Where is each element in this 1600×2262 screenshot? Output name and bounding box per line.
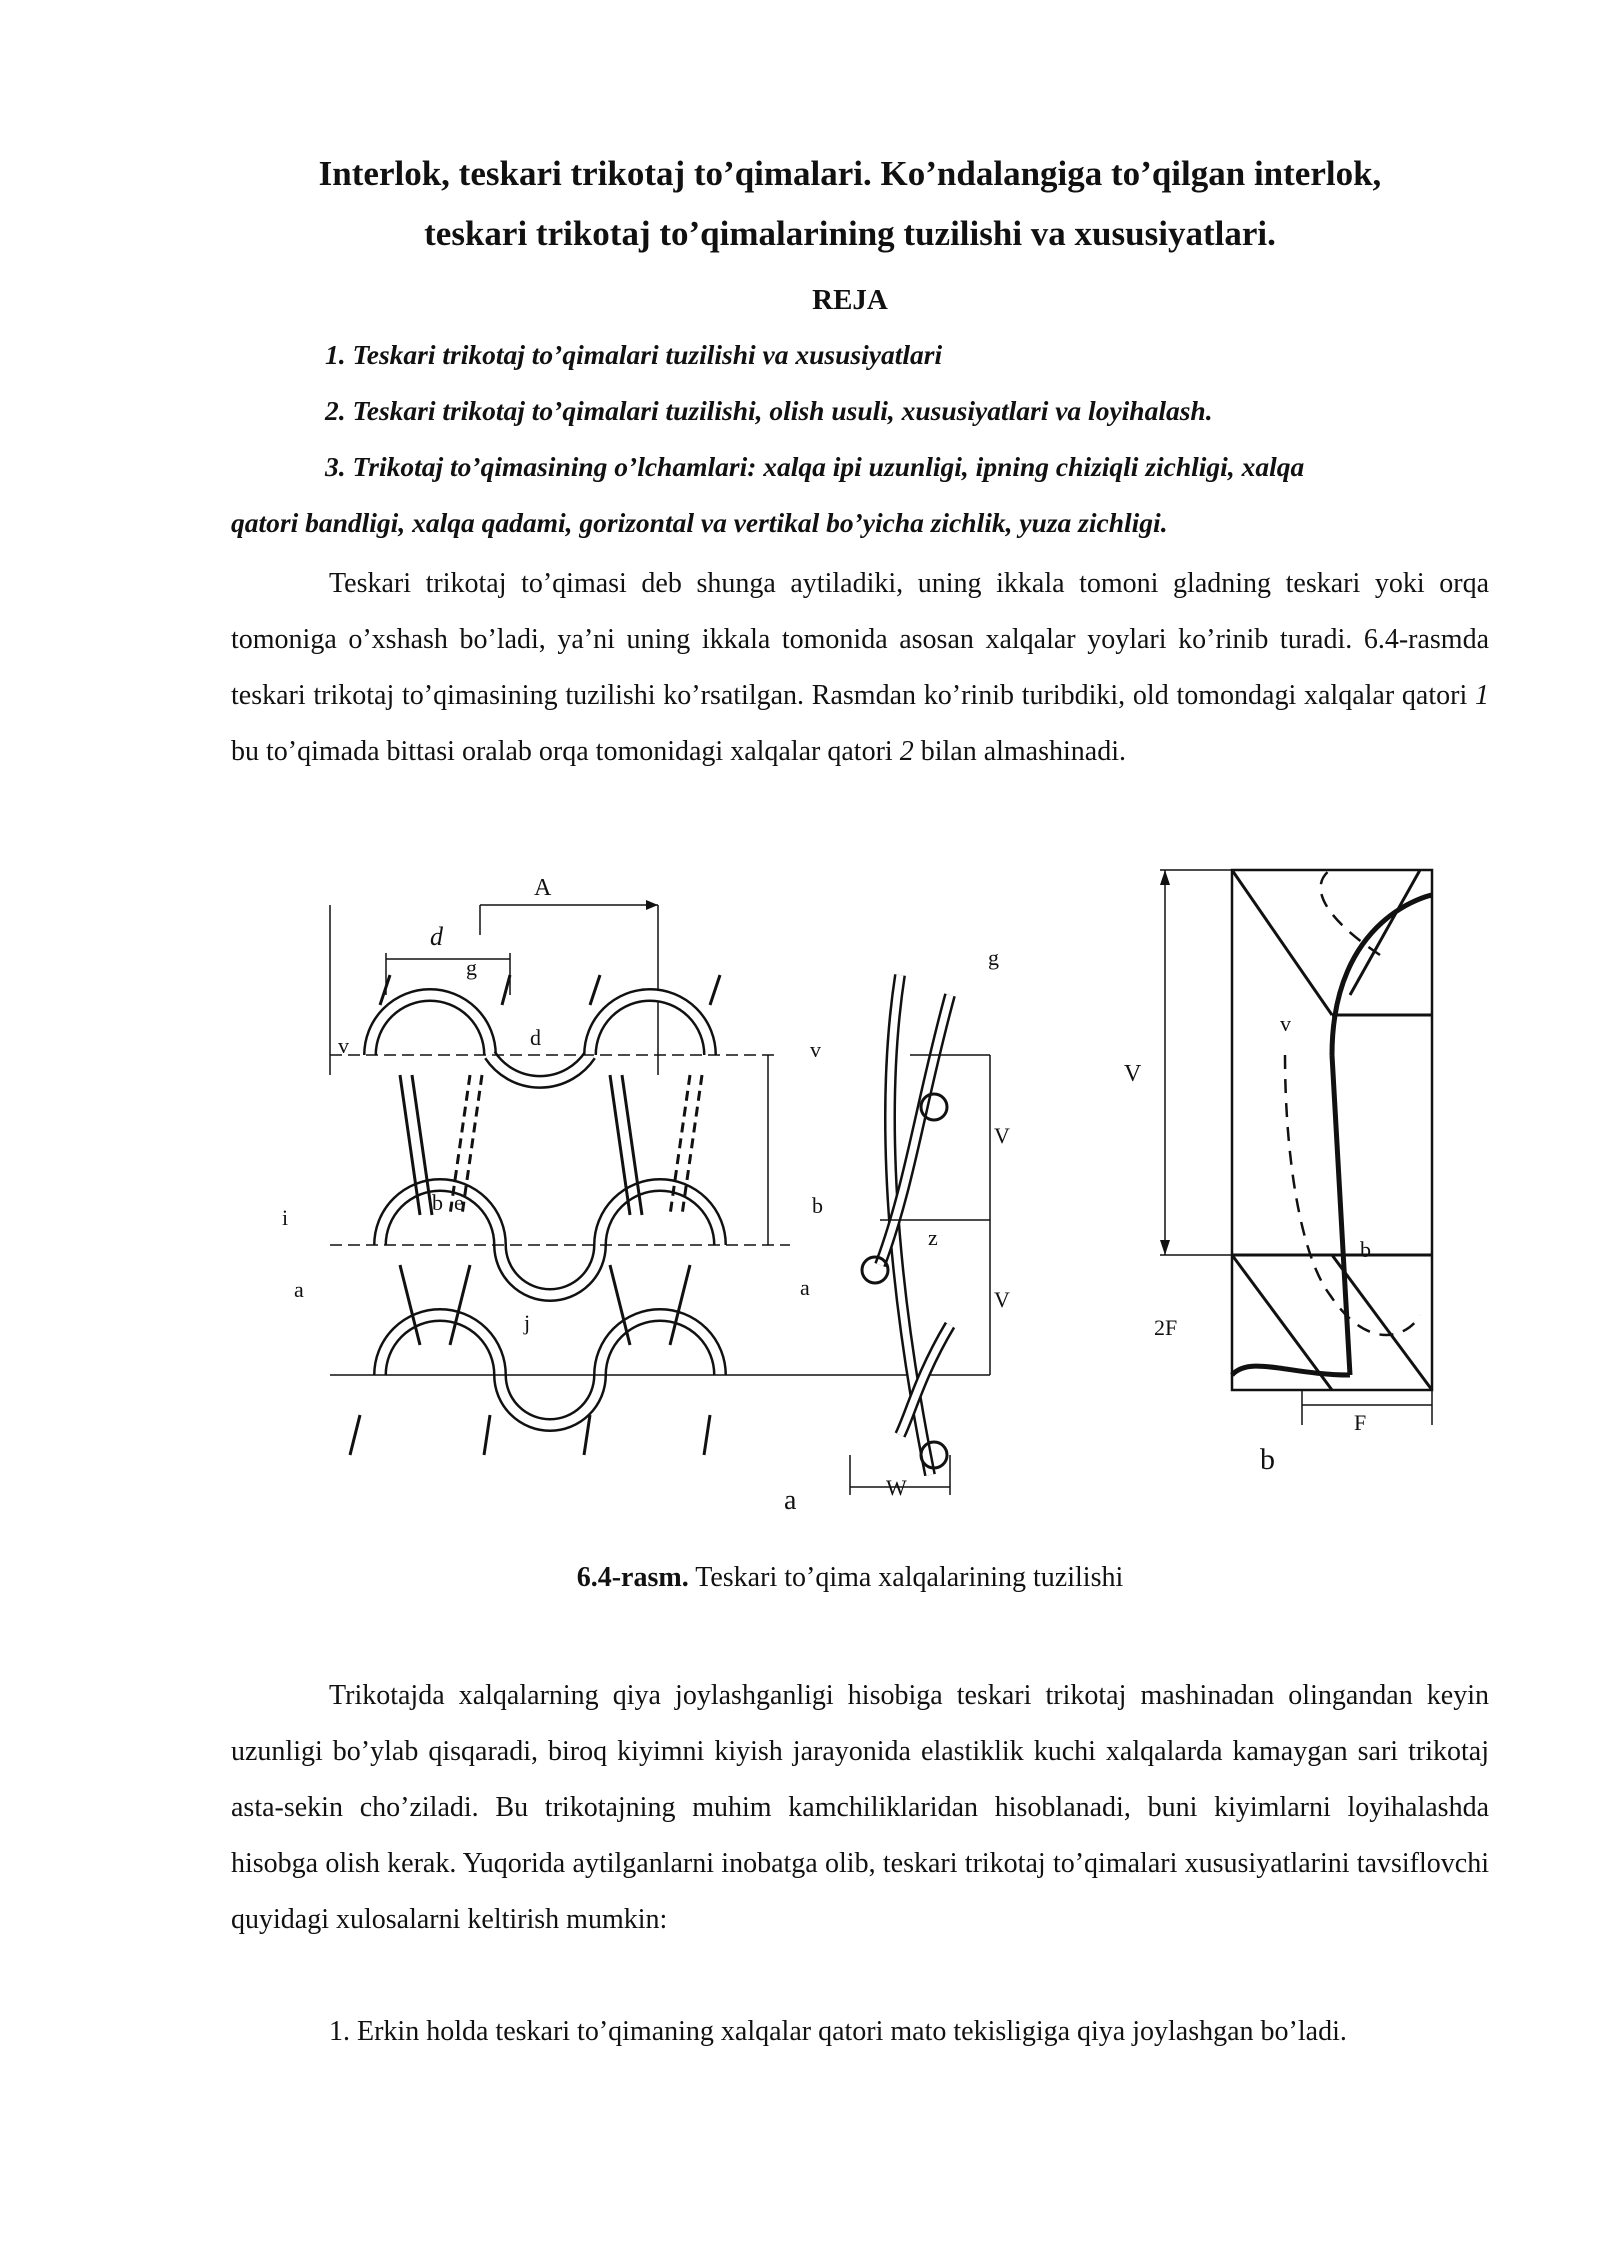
title-line-1: Interlok, teskari trikotaj to’qimalari. Ko’ndalangiga to’qilgan interlok, bbox=[318, 154, 1382, 193]
paragraph-1-text-a: Teskari trikotaj to’qimasi deb shunga aytiladiki, uning ikkala tomoni gladning teskari yoki orqa tomoniga o’xshash bo’ladi, ya’ni uning ikkala tomonida asosan xalqalar yoylari ko’rinib turadi. 6.4-rasmda teskari trikotaj to’qimasining tuzilishi ko’rsatilgan. Rasmdan ko’rinib turibdiki, old tomondagi xalqalar qatori bbox=[231, 568, 1489, 711]
label-a-left: a bbox=[294, 1277, 304, 1302]
label-e: e bbox=[454, 1190, 464, 1215]
plan-heading: REJA bbox=[812, 284, 888, 316]
label-z: z bbox=[928, 1225, 938, 1250]
label-b-b: b bbox=[1360, 1237, 1371, 1262]
label-g-side: g bbox=[988, 945, 999, 970]
label-V-lower: V bbox=[994, 1287, 1010, 1312]
paragraph-1 bbox=[231, 556, 1489, 780]
label-V-b: V bbox=[1124, 1061, 1142, 1087]
label-V-upper: V bbox=[994, 1123, 1010, 1148]
paragraph-1-text-b: bu to’qimada bittasi oralab orqa tomonidagi xalqalar qatori bbox=[231, 736, 900, 767]
plan-item-1: 1. Teskari trikotaj to’qimalari tuzilishi va xususiyatlari bbox=[325, 339, 943, 370]
figure-caption bbox=[230, 1562, 1470, 1594]
label-i: i bbox=[282, 1205, 289, 1230]
label-a-side: a bbox=[800, 1275, 810, 1300]
label-b-side: b bbox=[812, 1193, 823, 1218]
row-number-2: 2 bbox=[899, 736, 914, 767]
panel-a-label: a bbox=[784, 1485, 797, 1516]
caption-text: Teskari to’qima xalqalarining tuzilishi bbox=[688, 1562, 1124, 1593]
label-j: j bbox=[524, 1310, 531, 1335]
panel-b-schematic bbox=[1160, 870, 1432, 1425]
title-line-2: teskari trikotaj to’qimalarining tuzilishi va xususiyatlari. bbox=[424, 214, 1276, 253]
label-d-italic: d bbox=[430, 922, 443, 951]
paragraph-2: Trikotajda xalqalarning qiya joylashganligi hisobiga teskari trikotaj mashinadan olingandan keyin uzunligi bo’ylab qisqaradi, biroq kiyimni kiyish jarayonida elastiklik kuchi xalqalarda kamaygan sari trikotaj asta-sekin cho’ziladi. Bu trikotajning muhim kamchiliklaridan hisoblanadi, buni kiyimlarni loyihalashda hisobga olish kerak. Yuqorida aytilganlarni inobatga olib, teskari trikotaj to’qimalari xususiyatlarini tavsiflovchi quyidagi xulosalarni keltirish mumkin: bbox=[231, 1680, 1489, 1935]
label-v-side: v bbox=[810, 1037, 821, 1062]
paragraph-3: 1. Erkin holda teskari to’qimaning xalqalar qatori mato tekisligiga qiya joylashgan bo’ladi. bbox=[329, 2016, 1347, 2047]
paragraph-1-text-c: bilan almashinadi. bbox=[913, 736, 1126, 767]
label-A: A bbox=[534, 875, 552, 901]
label-v-b: v bbox=[1280, 1011, 1291, 1036]
label-W: W bbox=[886, 1475, 907, 1500]
label-v-a: v bbox=[338, 1033, 349, 1058]
label-d-a: d bbox=[530, 1025, 541, 1050]
row-number-1: 1 bbox=[1475, 680, 1489, 711]
plan-item-2: 2. Teskari trikotaj to’qimalari tuzilishi, olish usuli, xususiyatlari va loyihalash. bbox=[325, 395, 1213, 426]
label-F: F bbox=[1354, 1410, 1367, 1435]
panel-b-label: b bbox=[1260, 1443, 1275, 1476]
label-2F: 2F bbox=[1154, 1315, 1178, 1340]
panel-a-side-view bbox=[850, 975, 990, 1495]
plan-item-3-line-2: qatori bandligi, xalqa qadami, gorizontal va vertikal bo’yicha zichlik, yuza zichligi. bbox=[231, 507, 1168, 538]
caption-number: 6.4-rasm. bbox=[576, 1562, 689, 1593]
figure-knit-structure bbox=[270, 855, 1470, 1535]
plan-item-3-line-1: 3. Trikotaj to’qimasining o’lchamlari: xalqa ipi uzunligi, ipning chiziqli zichligi, xalqa bbox=[325, 451, 1305, 482]
label-g-a: g bbox=[466, 955, 477, 980]
label-b-a: b bbox=[432, 1190, 443, 1215]
